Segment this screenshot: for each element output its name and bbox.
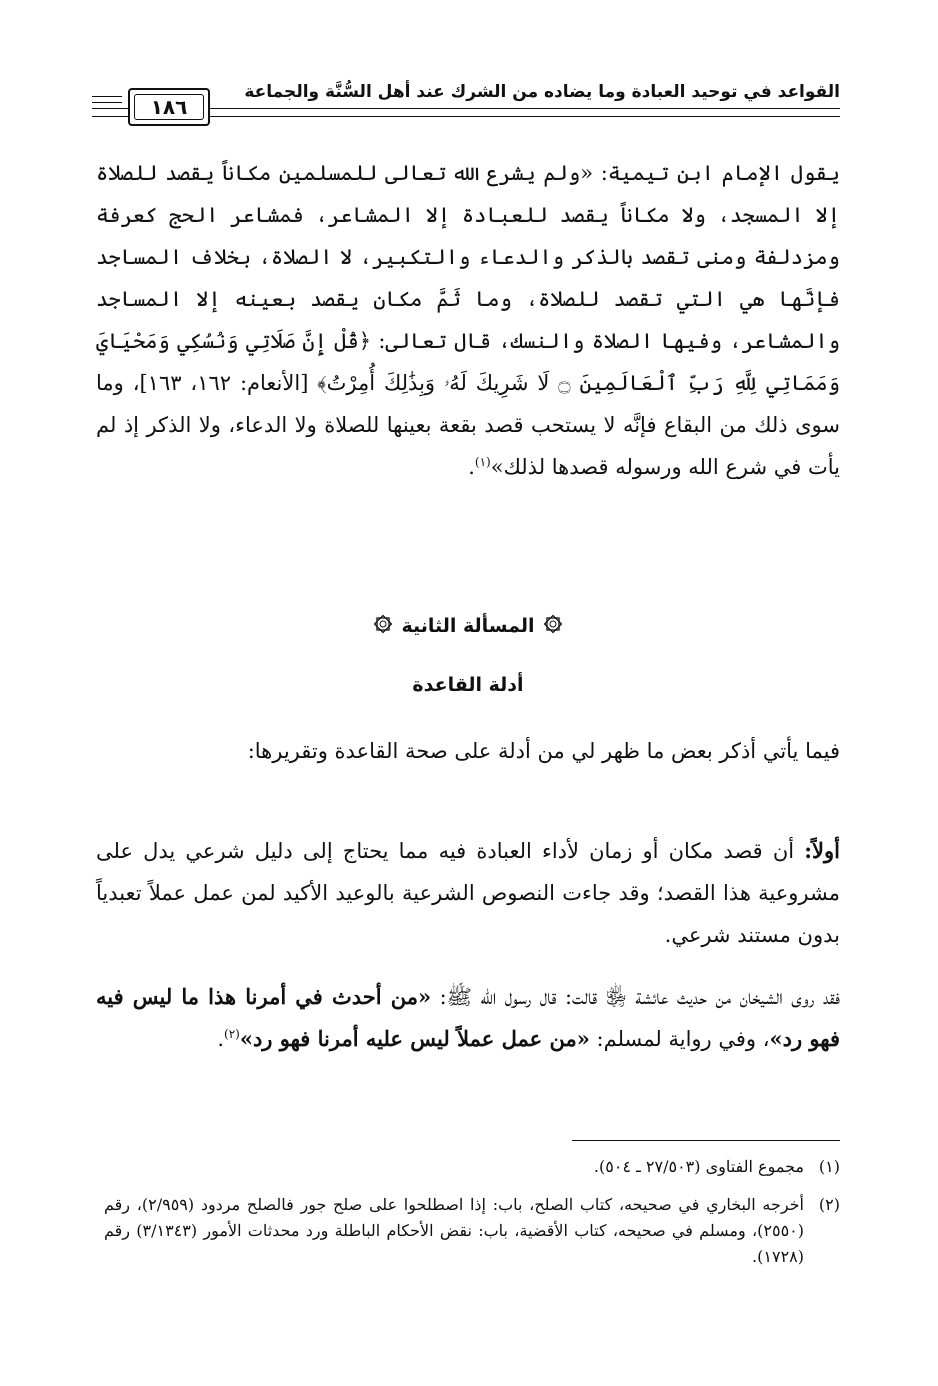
page-number: ١٨٦	[150, 95, 188, 119]
footnote-text: أخرجه البخاري في صحيحه، كتاب الصلح، باب: إذا اصطلحوا على صلح جور فالصلح مردود (٢/٩٥٩)، رقم (٢٥٥٠)، ومسلم في صحيحه، كتاب الأقضية، باب: نقض الأحكام الباطلة ورد محدثات الأمور (٣/١٣٤٣) رقم (١٧٢٨).	[104, 1195, 804, 1266]
footnote-separator	[572, 1140, 840, 1141]
footnote-ref-1: (١)	[474, 455, 491, 469]
hadith-text-2: «من عمل عملاً ليس عليه أمرنا فهو رد»	[239, 1026, 590, 1051]
star-ornament-icon	[373, 614, 393, 639]
footnote-text: مجموع الفتاوى (٢٧/٥٠٣ ـ ٥٠٤).	[593, 1157, 804, 1176]
paragraph-intro: فيما يأتي أذكر بعض ما ظهر لي من أدلة على صحة القاعدة وتقريرها:	[247, 739, 840, 763]
header-title: القواعد في توحيد العبادة وما يضاده من الشرك عند أهل السُّنَّة والجماعة	[244, 82, 840, 102]
header-dash	[92, 102, 122, 103]
footnote-number: (٢)	[818, 1195, 840, 1214]
paragraph-first-point	[96, 830, 840, 956]
footnote-ref-2: (٢)	[224, 1027, 240, 1041]
hadith-intro: فقد روى الشيخان من حديث عائشة ﵂ قالت: قال رسول الله ﷺ:	[439, 985, 840, 1009]
hadith-connector: ، وفي رواية لمسلم:	[596, 1027, 770, 1051]
hadith-text-1: «من أحدث في أمرنا هذا ما ليس فيه فهو رد»	[96, 984, 840, 1051]
point-text: أن قصد مكان أو زمان لأداء العبادة فيه مما يحتاج إلى دليل شرعي يدل على مشروعية هذا القصد؛ وقد جاءت النصوص الشرعية بالوعيد الأكيد لمن عمل عملاً تعبدياً بدون مستند شرعي.	[96, 839, 840, 947]
quote-text: يقول الإمام ابن تيمية: «ولم يشرع الله تعالى للمسلمين مكاناً يقصد للصلاة إلا المسجد، ولا مكاناً يقصد للعبادة إلا المشاعر، فمشاعر الحج كعرفة ومزدلفة ومنى تقصد بالذكر والدعاء والتكبير، لا الصلاة، بخلاف المساجد فإنَّها هي التي تقصد للصلاة، وما ثَمَّ مكان يقصد بعينه إلا المساجد والمشاعر، وفيها الصلاة والنسك، قال تعالى: ﴿قُلْ إِنَّ صَلَاتِي وَنُسُكِي وَمَحْيَايَ وَمَمَاتِي لِلَّهِ رَبِّ ٱلْعَالَمِينَ ۝ لَا شَرِيكَ لَهُۥ وَبِذَٰلِكَ أُمِرْتُ﴾ [الأنعام: ١٦٢، ١٦٣]، وما سوى ذلك من البقاع فإنَّه لا يستحب قصد بقعة بعينها للصلاة ولا الدعاء، ولا الذكر إذ لم يأت في شرع الله ورسوله قصدها لذلك»	[96, 161, 841, 479]
header-dash	[92, 96, 122, 97]
star-ornament-icon	[543, 614, 563, 639]
paragraph-quote	[96, 152, 840, 488]
subsection-heading: أدلة القاعدة	[412, 674, 524, 696]
section-title: المسألة الثانية	[401, 615, 535, 637]
page-number-frame	[128, 88, 210, 126]
section-heading	[96, 614, 840, 639]
page-header	[92, 74, 840, 134]
footnote-number: (١)	[818, 1157, 840, 1176]
paragraph-hadith	[96, 976, 840, 1060]
footnote-2	[96, 1192, 840, 1270]
footnote-1	[96, 1154, 840, 1180]
quote-end: .	[468, 455, 475, 479]
point-label: أولاً:	[804, 838, 840, 863]
hadith-end: .	[217, 1027, 224, 1051]
